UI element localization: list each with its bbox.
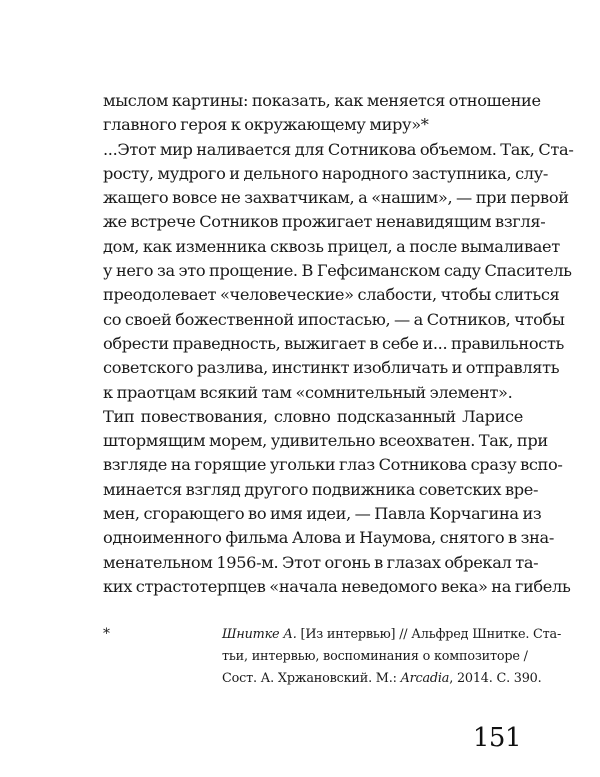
- text-line: штормящим морем, удивительно всеохватен. Так, при: [103, 431, 548, 451]
- footnote-text: , 2014. С. 390.: [449, 671, 542, 686]
- text-line: главного героя к окружающему миру»*: [103, 115, 429, 135]
- page-number: 151: [472, 723, 521, 753]
- text-line: преодолевает «человеческие» слабости, чтобы слиться: [103, 285, 560, 305]
- footnote-line: [222, 624, 562, 646]
- text-line: жащего вовсе не захватчикам, а «нашим», — при первой: [103, 188, 569, 208]
- text-line: минается взгляд другого подвижника советских вре-: [103, 479, 539, 499]
- footnote-text: Сост. А. Хржановский. М.:: [222, 671, 401, 686]
- text-line: к праотцам всякий там «сомнительный элемент».: [103, 382, 513, 402]
- text-line: ких страстотерпцев «начала неведомого века» на гибель: [103, 576, 571, 596]
- text-line: Тип повествования, словно подсказанный Ларисе: [103, 406, 523, 426]
- text-line: взгляде на горящие угольки глаз Сотникова сразу вспо-: [103, 455, 563, 475]
- footnote-marker: *: [103, 626, 110, 642]
- text-line: советского разлива, инстинкт изобличать и отправлять: [103, 358, 560, 378]
- footnote-line: [222, 668, 542, 690]
- text-line: со своей божественной ипостасью, — а Сотников, чтобы: [103, 309, 565, 329]
- text-line: обрести праведность, выжигает в себе и... правильность: [103, 333, 565, 353]
- text-line: менательном 1956-м. Этот огонь в глазах обрекал та-: [103, 552, 539, 572]
- text-line: дом, как изменника сквозь прицел, а после вымаливает: [103, 236, 560, 256]
- footnote-author: Шнитке А.: [222, 627, 297, 642]
- footnote-publisher: Arcadia: [400, 671, 450, 686]
- text-line: одноименного фильма Алова и Наумова, снятого в зна-: [103, 528, 554, 548]
- text-line: мыслом картины: показать, как меняется отношение: [103, 91, 541, 110]
- text-line: росту, мудрого и дельного народного заступника, слу-: [103, 163, 549, 183]
- text-line: же встрече Сотников прожигает ненавидящим взгля-: [103, 212, 546, 232]
- text-line: у него за это прощение. В Гефсиманском саду Спаситель: [103, 261, 572, 281]
- footnote-text: [Из интервью] // Альфред Шнитке. Ста-: [296, 627, 562, 642]
- text-line: мен, сгорающего во имя идеи, — Павла Корчагина из: [103, 504, 542, 524]
- footnote: [222, 624, 562, 690]
- body-text: [103, 89, 574, 599]
- text-line: ...Этот мир наливается для Сотникова объемом. Так, Ста-: [103, 139, 574, 159]
- footnote-line: тьи, интервью, воспоминания о композиторе /: [222, 649, 528, 664]
